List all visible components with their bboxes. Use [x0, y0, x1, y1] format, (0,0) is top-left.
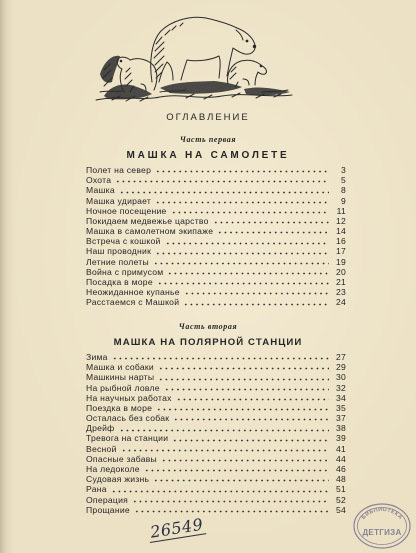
toc-entry — [86, 165, 346, 175]
toc-entry — [86, 297, 346, 307]
toc-entry-page-number: 46 — [335, 464, 346, 475]
toc-list-part-2 — [86, 352, 346, 515]
toc-entry-page-number: 11 — [336, 205, 346, 216]
dot-leader — [155, 167, 329, 173]
library-stamp — [352, 502, 412, 550]
toc-entry-title: Машка в самолетном экипаже — [86, 226, 214, 237]
toc-entry-title: Война с примусом — [86, 266, 164, 277]
toc-entry-title: Наш проводник — [86, 246, 152, 257]
part-2-label: Часть вторая — [178, 322, 238, 331]
toc-entry-title: Машка удирает — [86, 195, 152, 206]
dot-leader — [217, 228, 329, 234]
toc-entry — [86, 206, 346, 216]
toc-entry-page-number: 27 — [335, 351, 346, 362]
dot-leader — [156, 405, 329, 411]
toc-entry-page-number: 44 — [335, 453, 346, 464]
toc-entry-title: Посадка в море — [86, 277, 153, 288]
toc-entry-page-number: 12 — [335, 215, 346, 226]
toc-entry-title: Расстаемся с Машкой — [86, 297, 180, 308]
toc-entry-page-number: 30 — [335, 372, 346, 383]
toc-entry — [86, 423, 346, 433]
toc-entry — [86, 505, 346, 515]
toc-entry-page-number: 20 — [335, 266, 346, 277]
dot-leader — [153, 259, 329, 265]
dot-leader — [121, 446, 329, 452]
toc-entry-title: На ледоколе — [86, 464, 140, 475]
toc-entry-title: Полет на север — [86, 164, 152, 175]
toc-entry-title: Тревога на станции — [86, 433, 169, 444]
toc-entry-title: Весной — [86, 443, 117, 454]
toc-entry-title: Покидаем медвежье царство — [86, 215, 209, 226]
toc-entry — [86, 196, 346, 206]
toc-entry-page-number: 24 — [335, 297, 346, 308]
dot-leader — [171, 208, 329, 214]
toc-entry-title: Охота — [86, 175, 112, 186]
toc-entry-page-number: 35 — [335, 402, 346, 413]
dot-leader — [134, 507, 329, 513]
dot-leader — [155, 249, 329, 255]
toc-entry — [86, 362, 346, 372]
toc-entry — [86, 247, 346, 257]
toc-entry-page-number: 41 — [335, 443, 346, 454]
toc-entry — [86, 287, 346, 297]
dot-leader — [111, 487, 329, 493]
toc-entry-page-number: 19 — [335, 256, 346, 267]
toc-entry — [86, 257, 346, 267]
dot-leader — [167, 269, 329, 275]
toc-heading: ОГЛАВЛЕНИЕ — [166, 112, 250, 123]
toc-entry — [86, 216, 346, 226]
handwritten-inventory-number: 26549 — [147, 515, 207, 543]
dot-leader — [158, 364, 329, 370]
dot-leader — [132, 497, 329, 503]
toc-entry-page-number: 9 — [340, 195, 346, 206]
toc-entry-title: Встреча с кошкой — [86, 236, 161, 247]
toc-entry-page-number: 38 — [335, 423, 346, 434]
dot-leader — [165, 239, 329, 245]
toc-entry — [86, 464, 346, 474]
toc-entry — [86, 495, 346, 505]
toc-entry-page-number: 32 — [335, 382, 346, 393]
toc-entry-title: На научных работах — [86, 392, 172, 403]
dot-leader — [157, 279, 329, 285]
dot-leader — [144, 466, 329, 472]
toc-entry-title: Осталась без собак — [86, 413, 170, 424]
toc-list-part-1 — [86, 165, 346, 308]
dot-leader — [184, 289, 329, 295]
part-2-title: МАШКА НА ПОЛЯРНОЙ СТАНЦИИ — [113, 337, 303, 348]
toc-entry-page-number: 52 — [335, 494, 346, 505]
dot-leader — [153, 476, 329, 482]
part-1-label: Часть первая — [179, 135, 237, 144]
toc-entry — [86, 383, 346, 393]
dot-leader — [158, 375, 329, 381]
dot-leader — [119, 426, 330, 432]
dot-leader — [172, 436, 329, 442]
toc-entry-page-number: 37 — [335, 413, 346, 424]
toc-entry-title: Зима — [86, 351, 108, 362]
toc-entry-page-number: 48 — [335, 474, 346, 485]
toc-entry-page-number: 29 — [335, 362, 346, 373]
dot-leader — [173, 415, 329, 421]
toc-entry — [86, 393, 346, 403]
toc-entry-title: Машка — [86, 185, 115, 196]
toc-entry-page-number: 16 — [335, 236, 346, 247]
toc-entry-title: Летние полеты — [86, 256, 149, 267]
toc-entry — [86, 403, 346, 413]
toc-entry-page-number: 21 — [335, 277, 346, 288]
toc-entry-title: Ночное посещение — [86, 205, 167, 216]
dot-leader — [183, 300, 329, 306]
toc-entry — [86, 372, 346, 382]
toc-entry — [86, 352, 346, 362]
dot-leader — [115, 177, 329, 183]
toc-entry-page-number: 17 — [335, 246, 346, 257]
toc-entry — [86, 267, 346, 277]
toc-entry-page-number: 34 — [335, 392, 346, 403]
toc-entry — [86, 454, 346, 464]
toc-entry — [86, 185, 346, 195]
toc-entry — [86, 484, 346, 494]
toc-entry-title: Прощание — [86, 504, 130, 515]
toc-entry-page-number: 14 — [335, 226, 346, 237]
toc-entry-page-number: 3 — [340, 164, 346, 175]
dot-leader — [161, 456, 329, 462]
toc-entry — [86, 444, 346, 454]
stamp-center-text: ДЕТГИЗА — [362, 528, 402, 537]
dot-leader — [176, 395, 329, 401]
toc-entry-page-number: 5 — [340, 175, 346, 186]
toc-entry-title: Неожиданное купанье — [86, 287, 180, 298]
toc-entry-title: Судовая жизнь — [86, 474, 150, 485]
toc-entry-title: Машка и собаки — [86, 362, 154, 373]
toc-entry — [86, 474, 346, 484]
dot-leader — [112, 354, 329, 360]
toc-entry-title: Опасные забавы — [86, 453, 157, 464]
toc-entry-page-number: 39 — [335, 433, 346, 444]
svg-text:БИБЛИОТЕКА — [361, 507, 404, 521]
toc-entry-title: Операция — [86, 494, 129, 505]
toc-entry — [86, 277, 346, 287]
toc-entry — [86, 236, 346, 246]
stamp-top-text: БИБЛИОТЕКА — [360, 506, 404, 521]
toc-entry-title: Рана — [86, 484, 107, 495]
toc-entry-title: Машкины нарты — [86, 372, 155, 383]
toc-entry — [86, 226, 346, 236]
toc-entry-title: Поездка в море — [86, 402, 153, 413]
part-1-title: МАШКА НА САМОЛЕТЕ — [126, 150, 290, 161]
toc-entry-page-number: 51 — [335, 484, 346, 495]
toc-entry — [86, 413, 346, 423]
toc-entry-title: На рыбной ловле — [86, 382, 160, 393]
toc-entry-page-number: 23 — [335, 287, 346, 298]
toc-entry — [86, 175, 346, 185]
toc-entry — [86, 434, 346, 444]
dot-leader — [119, 188, 329, 194]
toc-entry-title: Дрейф — [86, 423, 115, 434]
toc-entry-page-number: 54 — [335, 504, 346, 515]
dot-leader — [155, 198, 329, 204]
polar-bears-illustration — [0, 0, 416, 110]
dot-leader — [213, 218, 329, 224]
toc-entry-page-number: 8 — [340, 185, 346, 196]
dot-leader — [164, 385, 329, 391]
